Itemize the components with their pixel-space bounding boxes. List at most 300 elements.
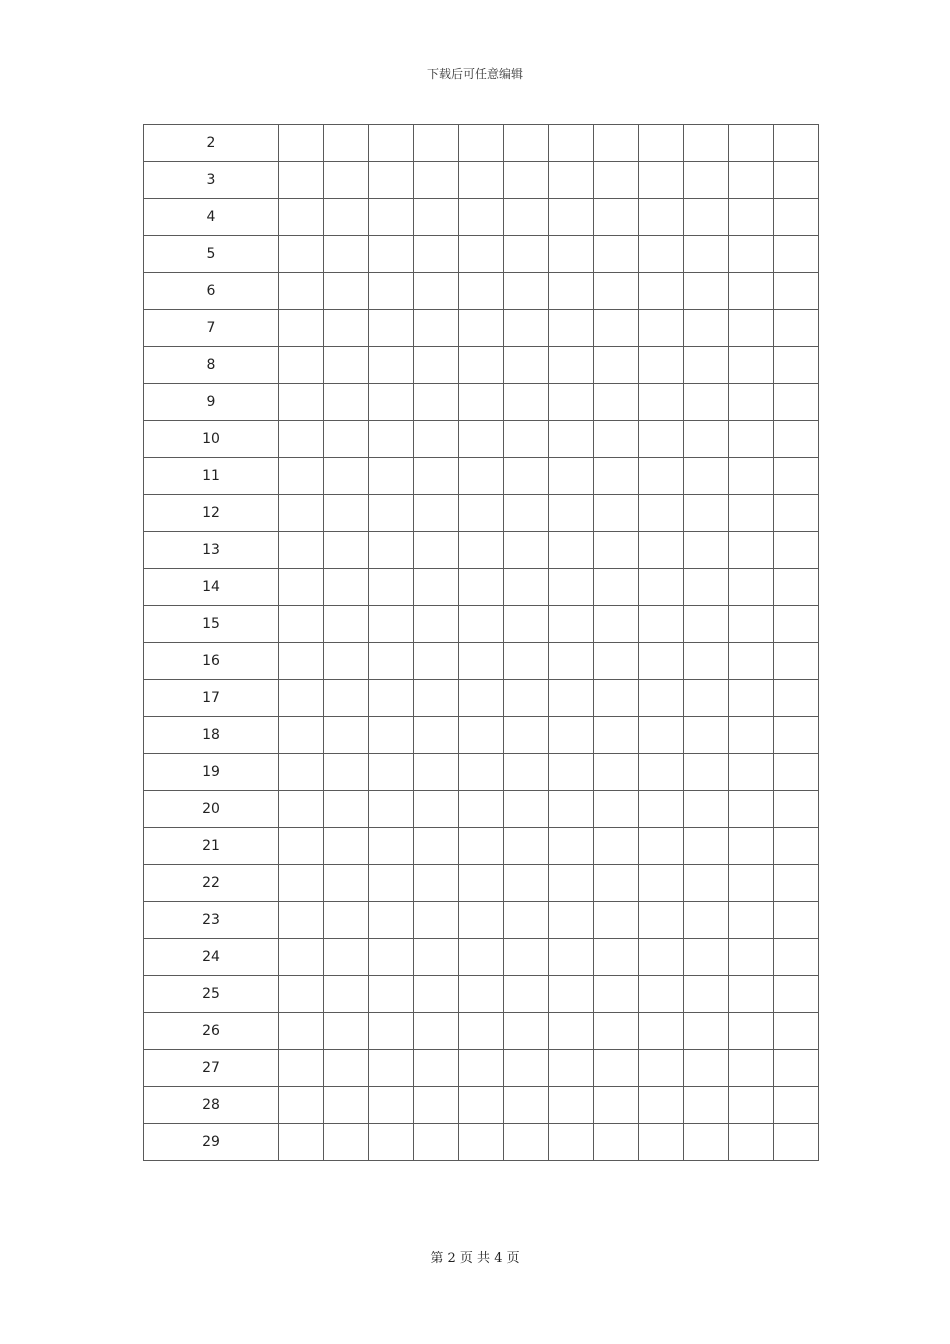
blank-cell[interactable] xyxy=(459,458,504,495)
blank-cell[interactable] xyxy=(774,717,819,754)
blank-cell[interactable] xyxy=(324,680,369,717)
blank-cell[interactable] xyxy=(639,1050,684,1087)
blank-cell[interactable] xyxy=(324,569,369,606)
blank-cell[interactable] xyxy=(459,939,504,976)
blank-cell[interactable] xyxy=(369,236,414,273)
blank-cell[interactable] xyxy=(684,717,729,754)
blank-cell[interactable] xyxy=(549,384,594,421)
blank-cell[interactable] xyxy=(774,1050,819,1087)
blank-cell[interactable] xyxy=(639,680,684,717)
blank-cell[interactable] xyxy=(639,495,684,532)
blank-cell[interactable] xyxy=(684,754,729,791)
blank-cell[interactable] xyxy=(639,643,684,680)
blank-cell[interactable] xyxy=(459,1050,504,1087)
blank-cell[interactable] xyxy=(504,347,549,384)
blank-cell[interactable] xyxy=(594,532,639,569)
blank-cell[interactable] xyxy=(504,421,549,458)
blank-cell[interactable] xyxy=(459,828,504,865)
blank-cell[interactable] xyxy=(459,236,504,273)
blank-cell[interactable] xyxy=(279,273,324,310)
blank-cell[interactable] xyxy=(594,199,639,236)
blank-cell[interactable] xyxy=(639,865,684,902)
blank-cell[interactable] xyxy=(639,384,684,421)
blank-cell[interactable] xyxy=(369,495,414,532)
blank-cell[interactable] xyxy=(324,865,369,902)
blank-cell[interactable] xyxy=(684,902,729,939)
blank-cell[interactable] xyxy=(729,125,774,162)
blank-cell[interactable] xyxy=(414,1013,459,1050)
blank-cell[interactable] xyxy=(459,162,504,199)
blank-cell[interactable] xyxy=(774,384,819,421)
blank-cell[interactable] xyxy=(639,717,684,754)
blank-cell[interactable] xyxy=(594,865,639,902)
blank-cell[interactable] xyxy=(639,569,684,606)
blank-cell[interactable] xyxy=(594,717,639,754)
blank-cell[interactable] xyxy=(414,199,459,236)
blank-cell[interactable] xyxy=(549,236,594,273)
blank-cell[interactable] xyxy=(729,495,774,532)
blank-cell[interactable] xyxy=(504,162,549,199)
blank-cell[interactable] xyxy=(324,125,369,162)
blank-cell[interactable] xyxy=(684,569,729,606)
blank-cell[interactable] xyxy=(504,976,549,1013)
blank-cell[interactable] xyxy=(459,1087,504,1124)
blank-cell[interactable] xyxy=(639,606,684,643)
blank-cell[interactable] xyxy=(414,717,459,754)
blank-cell[interactable] xyxy=(549,1050,594,1087)
blank-cell[interactable] xyxy=(549,310,594,347)
blank-cell[interactable] xyxy=(549,828,594,865)
blank-cell[interactable] xyxy=(549,754,594,791)
blank-cell[interactable] xyxy=(639,532,684,569)
blank-cell[interactable] xyxy=(774,1013,819,1050)
blank-cell[interactable] xyxy=(279,680,324,717)
blank-cell[interactable] xyxy=(729,606,774,643)
blank-cell[interactable] xyxy=(279,162,324,199)
blank-cell[interactable] xyxy=(729,680,774,717)
blank-cell[interactable] xyxy=(414,162,459,199)
blank-cell[interactable] xyxy=(504,828,549,865)
blank-cell[interactable] xyxy=(324,643,369,680)
blank-cell[interactable] xyxy=(684,384,729,421)
blank-cell[interactable] xyxy=(684,236,729,273)
blank-cell[interactable] xyxy=(549,495,594,532)
blank-cell[interactable] xyxy=(324,828,369,865)
blank-cell[interactable] xyxy=(504,902,549,939)
blank-cell[interactable] xyxy=(549,1087,594,1124)
blank-cell[interactable] xyxy=(729,569,774,606)
blank-cell[interactable] xyxy=(279,421,324,458)
blank-cell[interactable] xyxy=(369,828,414,865)
blank-cell[interactable] xyxy=(504,754,549,791)
blank-cell[interactable] xyxy=(459,569,504,606)
blank-cell[interactable] xyxy=(729,865,774,902)
blank-cell[interactable] xyxy=(504,495,549,532)
blank-cell[interactable] xyxy=(324,384,369,421)
blank-cell[interactable] xyxy=(639,199,684,236)
blank-cell[interactable] xyxy=(324,162,369,199)
blank-cell[interactable] xyxy=(549,199,594,236)
blank-cell[interactable] xyxy=(639,273,684,310)
blank-cell[interactable] xyxy=(639,236,684,273)
blank-cell[interactable] xyxy=(369,310,414,347)
blank-cell[interactable] xyxy=(369,865,414,902)
blank-cell[interactable] xyxy=(594,1013,639,1050)
blank-cell[interactable] xyxy=(369,643,414,680)
blank-cell[interactable] xyxy=(279,828,324,865)
blank-cell[interactable] xyxy=(639,902,684,939)
blank-cell[interactable] xyxy=(639,976,684,1013)
blank-cell[interactable] xyxy=(684,199,729,236)
blank-cell[interactable] xyxy=(414,495,459,532)
blank-cell[interactable] xyxy=(324,1087,369,1124)
blank-cell[interactable] xyxy=(594,384,639,421)
blank-cell[interactable] xyxy=(459,273,504,310)
blank-cell[interactable] xyxy=(729,162,774,199)
blank-cell[interactable] xyxy=(414,310,459,347)
blank-cell[interactable] xyxy=(369,199,414,236)
blank-cell[interactable] xyxy=(729,199,774,236)
blank-cell[interactable] xyxy=(279,458,324,495)
blank-cell[interactable] xyxy=(729,939,774,976)
blank-cell[interactable] xyxy=(774,791,819,828)
blank-cell[interactable] xyxy=(504,199,549,236)
blank-cell[interactable] xyxy=(324,458,369,495)
blank-cell[interactable] xyxy=(324,421,369,458)
blank-cell[interactable] xyxy=(324,532,369,569)
blank-cell[interactable] xyxy=(639,458,684,495)
blank-cell[interactable] xyxy=(459,717,504,754)
blank-cell[interactable] xyxy=(504,791,549,828)
blank-cell[interactable] xyxy=(414,680,459,717)
blank-cell[interactable] xyxy=(684,162,729,199)
blank-cell[interactable] xyxy=(594,791,639,828)
blank-cell[interactable] xyxy=(414,1050,459,1087)
blank-cell[interactable] xyxy=(279,1124,324,1161)
blank-cell[interactable] xyxy=(324,310,369,347)
blank-cell[interactable] xyxy=(369,939,414,976)
blank-cell[interactable] xyxy=(369,162,414,199)
blank-cell[interactable] xyxy=(549,717,594,754)
blank-cell[interactable] xyxy=(684,865,729,902)
blank-cell[interactable] xyxy=(279,347,324,384)
blank-cell[interactable] xyxy=(549,939,594,976)
blank-cell[interactable] xyxy=(594,939,639,976)
blank-cell[interactable] xyxy=(459,347,504,384)
blank-cell[interactable] xyxy=(414,976,459,1013)
blank-cell[interactable] xyxy=(324,347,369,384)
blank-cell[interactable] xyxy=(504,939,549,976)
blank-cell[interactable] xyxy=(279,236,324,273)
blank-cell[interactable] xyxy=(729,1050,774,1087)
blank-cell[interactable] xyxy=(504,125,549,162)
blank-cell[interactable] xyxy=(774,865,819,902)
blank-cell[interactable] xyxy=(414,865,459,902)
blank-cell[interactable] xyxy=(369,1013,414,1050)
blank-cell[interactable] xyxy=(414,273,459,310)
blank-cell[interactable] xyxy=(369,1124,414,1161)
blank-cell[interactable] xyxy=(774,458,819,495)
blank-cell[interactable] xyxy=(459,384,504,421)
blank-cell[interactable] xyxy=(774,606,819,643)
blank-cell[interactable] xyxy=(594,236,639,273)
blank-cell[interactable] xyxy=(504,532,549,569)
blank-cell[interactable] xyxy=(414,1124,459,1161)
blank-cell[interactable] xyxy=(729,643,774,680)
blank-cell[interactable] xyxy=(729,458,774,495)
blank-cell[interactable] xyxy=(684,643,729,680)
blank-cell[interactable] xyxy=(279,495,324,532)
blank-cell[interactable] xyxy=(324,791,369,828)
blank-cell[interactable] xyxy=(279,569,324,606)
blank-cell[interactable] xyxy=(639,754,684,791)
blank-cell[interactable] xyxy=(774,310,819,347)
blank-cell[interactable] xyxy=(369,273,414,310)
blank-cell[interactable] xyxy=(279,384,324,421)
blank-cell[interactable] xyxy=(324,976,369,1013)
blank-cell[interactable] xyxy=(549,1124,594,1161)
blank-cell[interactable] xyxy=(459,643,504,680)
blank-cell[interactable] xyxy=(684,1013,729,1050)
blank-cell[interactable] xyxy=(504,569,549,606)
blank-cell[interactable] xyxy=(774,828,819,865)
blank-cell[interactable] xyxy=(594,1124,639,1161)
blank-cell[interactable] xyxy=(414,902,459,939)
blank-cell[interactable] xyxy=(549,1013,594,1050)
blank-cell[interactable] xyxy=(729,236,774,273)
blank-cell[interactable] xyxy=(594,569,639,606)
blank-cell[interactable] xyxy=(729,717,774,754)
blank-cell[interactable] xyxy=(414,754,459,791)
blank-cell[interactable] xyxy=(549,273,594,310)
blank-cell[interactable] xyxy=(459,976,504,1013)
blank-cell[interactable] xyxy=(729,902,774,939)
blank-cell[interactable] xyxy=(594,606,639,643)
blank-cell[interactable] xyxy=(639,1013,684,1050)
blank-cell[interactable] xyxy=(279,976,324,1013)
blank-cell[interactable] xyxy=(594,754,639,791)
blank-cell[interactable] xyxy=(324,495,369,532)
blank-cell[interactable] xyxy=(504,643,549,680)
blank-cell[interactable] xyxy=(369,532,414,569)
blank-cell[interactable] xyxy=(504,1013,549,1050)
blank-cell[interactable] xyxy=(594,1050,639,1087)
blank-cell[interactable] xyxy=(369,347,414,384)
blank-cell[interactable] xyxy=(414,347,459,384)
blank-cell[interactable] xyxy=(594,828,639,865)
blank-cell[interactable] xyxy=(549,125,594,162)
blank-cell[interactable] xyxy=(459,199,504,236)
blank-cell[interactable] xyxy=(639,347,684,384)
blank-cell[interactable] xyxy=(279,125,324,162)
blank-cell[interactable] xyxy=(594,310,639,347)
blank-cell[interactable] xyxy=(414,1087,459,1124)
blank-cell[interactable] xyxy=(279,606,324,643)
blank-cell[interactable] xyxy=(279,939,324,976)
blank-cell[interactable] xyxy=(369,1087,414,1124)
blank-cell[interactable] xyxy=(279,1013,324,1050)
blank-cell[interactable] xyxy=(459,680,504,717)
blank-cell[interactable] xyxy=(594,421,639,458)
blank-cell[interactable] xyxy=(774,902,819,939)
blank-cell[interactable] xyxy=(774,643,819,680)
blank-cell[interactable] xyxy=(549,606,594,643)
blank-cell[interactable] xyxy=(684,606,729,643)
blank-cell[interactable] xyxy=(594,680,639,717)
blank-cell[interactable] xyxy=(774,421,819,458)
blank-cell[interactable] xyxy=(459,1124,504,1161)
blank-cell[interactable] xyxy=(414,421,459,458)
blank-cell[interactable] xyxy=(549,865,594,902)
blank-cell[interactable] xyxy=(459,791,504,828)
blank-cell[interactable] xyxy=(729,310,774,347)
blank-cell[interactable] xyxy=(414,791,459,828)
blank-cell[interactable] xyxy=(504,384,549,421)
blank-cell[interactable] xyxy=(279,1050,324,1087)
blank-cell[interactable] xyxy=(774,495,819,532)
blank-cell[interactable] xyxy=(414,458,459,495)
blank-cell[interactable] xyxy=(684,421,729,458)
blank-cell[interactable] xyxy=(279,310,324,347)
blank-cell[interactable] xyxy=(774,273,819,310)
blank-cell[interactable] xyxy=(594,273,639,310)
blank-cell[interactable] xyxy=(549,643,594,680)
blank-cell[interactable] xyxy=(774,347,819,384)
blank-cell[interactable] xyxy=(459,125,504,162)
blank-cell[interactable] xyxy=(774,1087,819,1124)
blank-cell[interactable] xyxy=(369,384,414,421)
blank-cell[interactable] xyxy=(729,754,774,791)
blank-cell[interactable] xyxy=(504,310,549,347)
blank-cell[interactable] xyxy=(414,939,459,976)
blank-cell[interactable] xyxy=(594,643,639,680)
blank-cell[interactable] xyxy=(369,902,414,939)
blank-cell[interactable] xyxy=(684,1087,729,1124)
blank-cell[interactable] xyxy=(504,1087,549,1124)
blank-cell[interactable] xyxy=(729,1124,774,1161)
blank-cell[interactable] xyxy=(369,791,414,828)
blank-cell[interactable] xyxy=(774,754,819,791)
blank-cell[interactable] xyxy=(369,717,414,754)
blank-cell[interactable] xyxy=(504,680,549,717)
blank-cell[interactable] xyxy=(774,939,819,976)
blank-cell[interactable] xyxy=(369,458,414,495)
blank-cell[interactable] xyxy=(504,273,549,310)
blank-cell[interactable] xyxy=(279,902,324,939)
blank-cell[interactable] xyxy=(414,125,459,162)
blank-cell[interactable] xyxy=(684,532,729,569)
blank-cell[interactable] xyxy=(594,976,639,1013)
blank-cell[interactable] xyxy=(684,1050,729,1087)
blank-cell[interactable] xyxy=(774,569,819,606)
blank-cell[interactable] xyxy=(369,421,414,458)
blank-cell[interactable] xyxy=(774,1124,819,1161)
blank-cell[interactable] xyxy=(459,310,504,347)
blank-cell[interactable] xyxy=(414,569,459,606)
blank-cell[interactable] xyxy=(549,569,594,606)
blank-cell[interactable] xyxy=(729,976,774,1013)
blank-cell[interactable] xyxy=(459,754,504,791)
blank-cell[interactable] xyxy=(729,1087,774,1124)
blank-cell[interactable] xyxy=(414,643,459,680)
blank-cell[interactable] xyxy=(639,162,684,199)
blank-cell[interactable] xyxy=(279,1087,324,1124)
blank-cell[interactable] xyxy=(414,236,459,273)
blank-cell[interactable] xyxy=(729,347,774,384)
blank-cell[interactable] xyxy=(504,458,549,495)
blank-cell[interactable] xyxy=(324,902,369,939)
blank-cell[interactable] xyxy=(324,1124,369,1161)
blank-cell[interactable] xyxy=(279,643,324,680)
blank-cell[interactable] xyxy=(369,569,414,606)
blank-cell[interactable] xyxy=(459,606,504,643)
blank-cell[interactable] xyxy=(684,791,729,828)
blank-cell[interactable] xyxy=(729,1013,774,1050)
blank-cell[interactable] xyxy=(369,1050,414,1087)
blank-cell[interactable] xyxy=(594,1087,639,1124)
blank-cell[interactable] xyxy=(639,1124,684,1161)
blank-cell[interactable] xyxy=(729,421,774,458)
blank-cell[interactable] xyxy=(459,865,504,902)
blank-cell[interactable] xyxy=(639,791,684,828)
blank-cell[interactable] xyxy=(549,532,594,569)
blank-cell[interactable] xyxy=(504,236,549,273)
blank-cell[interactable] xyxy=(729,273,774,310)
blank-cell[interactable] xyxy=(729,384,774,421)
blank-cell[interactable] xyxy=(324,236,369,273)
blank-cell[interactable] xyxy=(414,532,459,569)
blank-cell[interactable] xyxy=(369,125,414,162)
blank-cell[interactable] xyxy=(774,532,819,569)
blank-cell[interactable] xyxy=(324,1013,369,1050)
blank-cell[interactable] xyxy=(594,458,639,495)
blank-cell[interactable] xyxy=(279,532,324,569)
blank-cell[interactable] xyxy=(639,939,684,976)
blank-cell[interactable] xyxy=(549,421,594,458)
blank-cell[interactable] xyxy=(279,791,324,828)
blank-cell[interactable] xyxy=(324,606,369,643)
blank-cell[interactable] xyxy=(369,680,414,717)
blank-cell[interactable] xyxy=(774,199,819,236)
blank-cell[interactable] xyxy=(324,754,369,791)
blank-cell[interactable] xyxy=(504,1124,549,1161)
blank-cell[interactable] xyxy=(774,125,819,162)
blank-cell[interactable] xyxy=(594,125,639,162)
blank-cell[interactable] xyxy=(774,236,819,273)
blank-cell[interactable] xyxy=(684,828,729,865)
blank-cell[interactable] xyxy=(414,606,459,643)
blank-cell[interactable] xyxy=(324,717,369,754)
blank-cell[interactable] xyxy=(369,606,414,643)
blank-cell[interactable] xyxy=(684,347,729,384)
blank-cell[interactable] xyxy=(594,495,639,532)
blank-cell[interactable] xyxy=(684,680,729,717)
blank-cell[interactable] xyxy=(639,310,684,347)
blank-cell[interactable] xyxy=(729,791,774,828)
blank-cell[interactable] xyxy=(774,162,819,199)
blank-cell[interactable] xyxy=(639,1087,684,1124)
blank-cell[interactable] xyxy=(639,828,684,865)
blank-cell[interactable] xyxy=(684,273,729,310)
blank-cell[interactable] xyxy=(459,532,504,569)
blank-cell[interactable] xyxy=(324,939,369,976)
blank-cell[interactable] xyxy=(549,458,594,495)
blank-cell[interactable] xyxy=(684,310,729,347)
blank-cell[interactable] xyxy=(639,125,684,162)
blank-cell[interactable] xyxy=(504,1050,549,1087)
blank-cell[interactable] xyxy=(459,902,504,939)
blank-cell[interactable] xyxy=(549,162,594,199)
